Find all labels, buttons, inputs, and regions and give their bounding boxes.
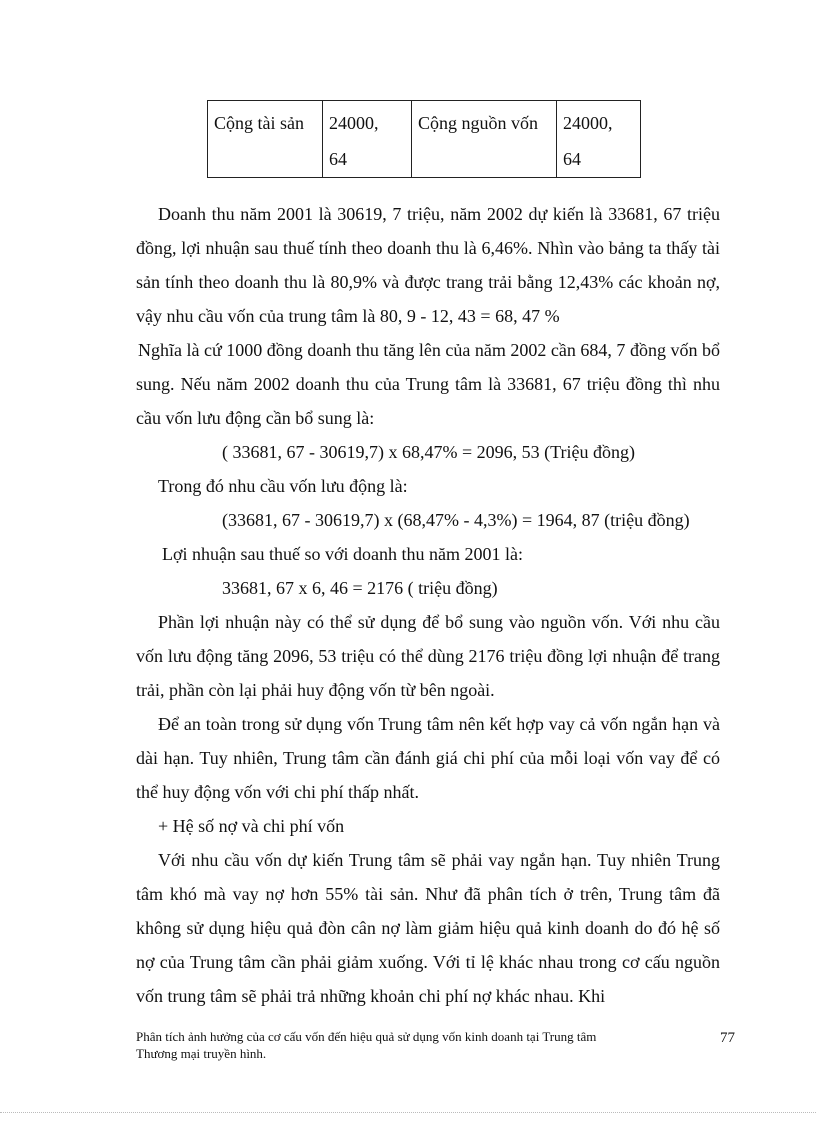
- section-heading: + Hệ số nợ và chi phí vốn: [158, 816, 345, 836]
- footer-title-line2: Thương mại truyền hình.: [136, 1046, 267, 1061]
- equation-working-capital: (33681, 67 - 30619,7) x (68,47% - 4,3%) = 1964, 87 (triệu đồng): [222, 510, 690, 530]
- paragraph-profit: Lợi nhuận sau thuế so với doanh thu năm 2001 là:: [162, 544, 523, 564]
- total-assets-value-cell: [323, 101, 412, 178]
- paragraph-meaning: Nghĩa là cứ 1000 đồng doanh thu tăng lên của năm 2002 cần 684, 7 đồng vốn bổ sung. Nếu năm 2002 doanh thu của Trung tâm là 33681, 67 triệu đồng thì nhu cầu vốn lưu động cần bổ sung là:: [136, 340, 720, 428]
- page-number: 77: [720, 1030, 735, 1046]
- paragraph-safety: Để an toàn trong sử dụng vốn Trung tâm nên kết hợp vay cả vốn ngắn hạn và dài hạn. Tuy nhiên, Trung tâm cần đánh giá chi phí của mỗi loại vốn vay để có thể huy động vốn với chi phí thấp nhất.: [136, 714, 720, 802]
- total-capital-label-cell: [412, 101, 557, 178]
- footer-title-line1: Phân tích ảnh hưởng của cơ cấu vốn đến hiệu quả sử dụng vốn kinh doanh tại Trung tâm: [136, 1029, 597, 1044]
- total-assets-value-line2: 64: [329, 149, 347, 169]
- page-bottom-divider: [0, 1112, 816, 1113]
- body-text: [136, 197, 720, 1013]
- page-footer: [136, 1028, 676, 1062]
- paragraph-working-capital: Trong đó nhu cầu vốn lưu động là:: [158, 476, 408, 496]
- total-capital-value-line1: 24000,: [563, 113, 613, 133]
- total-capital-value-line2: 64: [563, 149, 581, 169]
- total-capital-label: Cộng nguồn vốn: [418, 113, 539, 133]
- paragraph-revenue: Doanh thu năm 2001 là 30619, 7 triệu, năm 2002 dự kiến là 33681, 67 triệu đồng, lợi nhuận sau thuế tính theo doanh thu là 6,46%. Nhìn vào bảng ta thấy tài sản tính theo doanh thu là 80,9% và được trang trải bằng 12,43% các khoản nợ, vậy nhu cầu vốn của trung tâm là 80, 9 - 12, 43 = 68, 47 %: [136, 204, 720, 326]
- summary-table: [207, 100, 641, 178]
- equation-capital-need: ( 33681, 67 - 30619,7) x 68,47% = 2096, 53 (Triệu đồng): [222, 442, 635, 462]
- paragraph-debt-ratio: Với nhu cầu vốn dự kiến Trung tâm sẽ phải vay ngắn hạn. Tuy nhiên Trung tâm khó mà vay nợ hơn 55% tài sản. Như đã phân tích ở trên, Trung tâm đã không sử dụng hiệu quả đòn cân nợ làm giảm hiệu quả kinh doanh do đó hệ số nợ của Trung tâm cần phải giảm xuống. Với tỉ lệ khác nhau trong cơ cấu nguồn vốn trung tâm sẽ phải trả những khoản chi phí nợ khác nhau. Khi: [136, 850, 720, 1006]
- paragraph-profit-usage: Phần lợi nhuận này có thể sử dụng để bổ sung vào nguồn vốn. Với nhu cầu vốn lưu động tăng 2096, 53 triệu có thể dùng 2176 triệu đồng lợi nhuận để trang trải, phần còn lại phải huy động vốn từ bên ngoài.: [136, 612, 720, 700]
- equation-profit: 33681, 67 x 6, 46 = 2176 ( triệu đồng): [222, 578, 498, 598]
- total-assets-label-cell: [208, 101, 323, 178]
- total-assets-label: Cộng tài sản: [214, 113, 304, 133]
- table-row: [208, 101, 641, 178]
- total-assets-value-line1: 24000,: [329, 113, 379, 133]
- total-capital-value-cell: [557, 101, 641, 178]
